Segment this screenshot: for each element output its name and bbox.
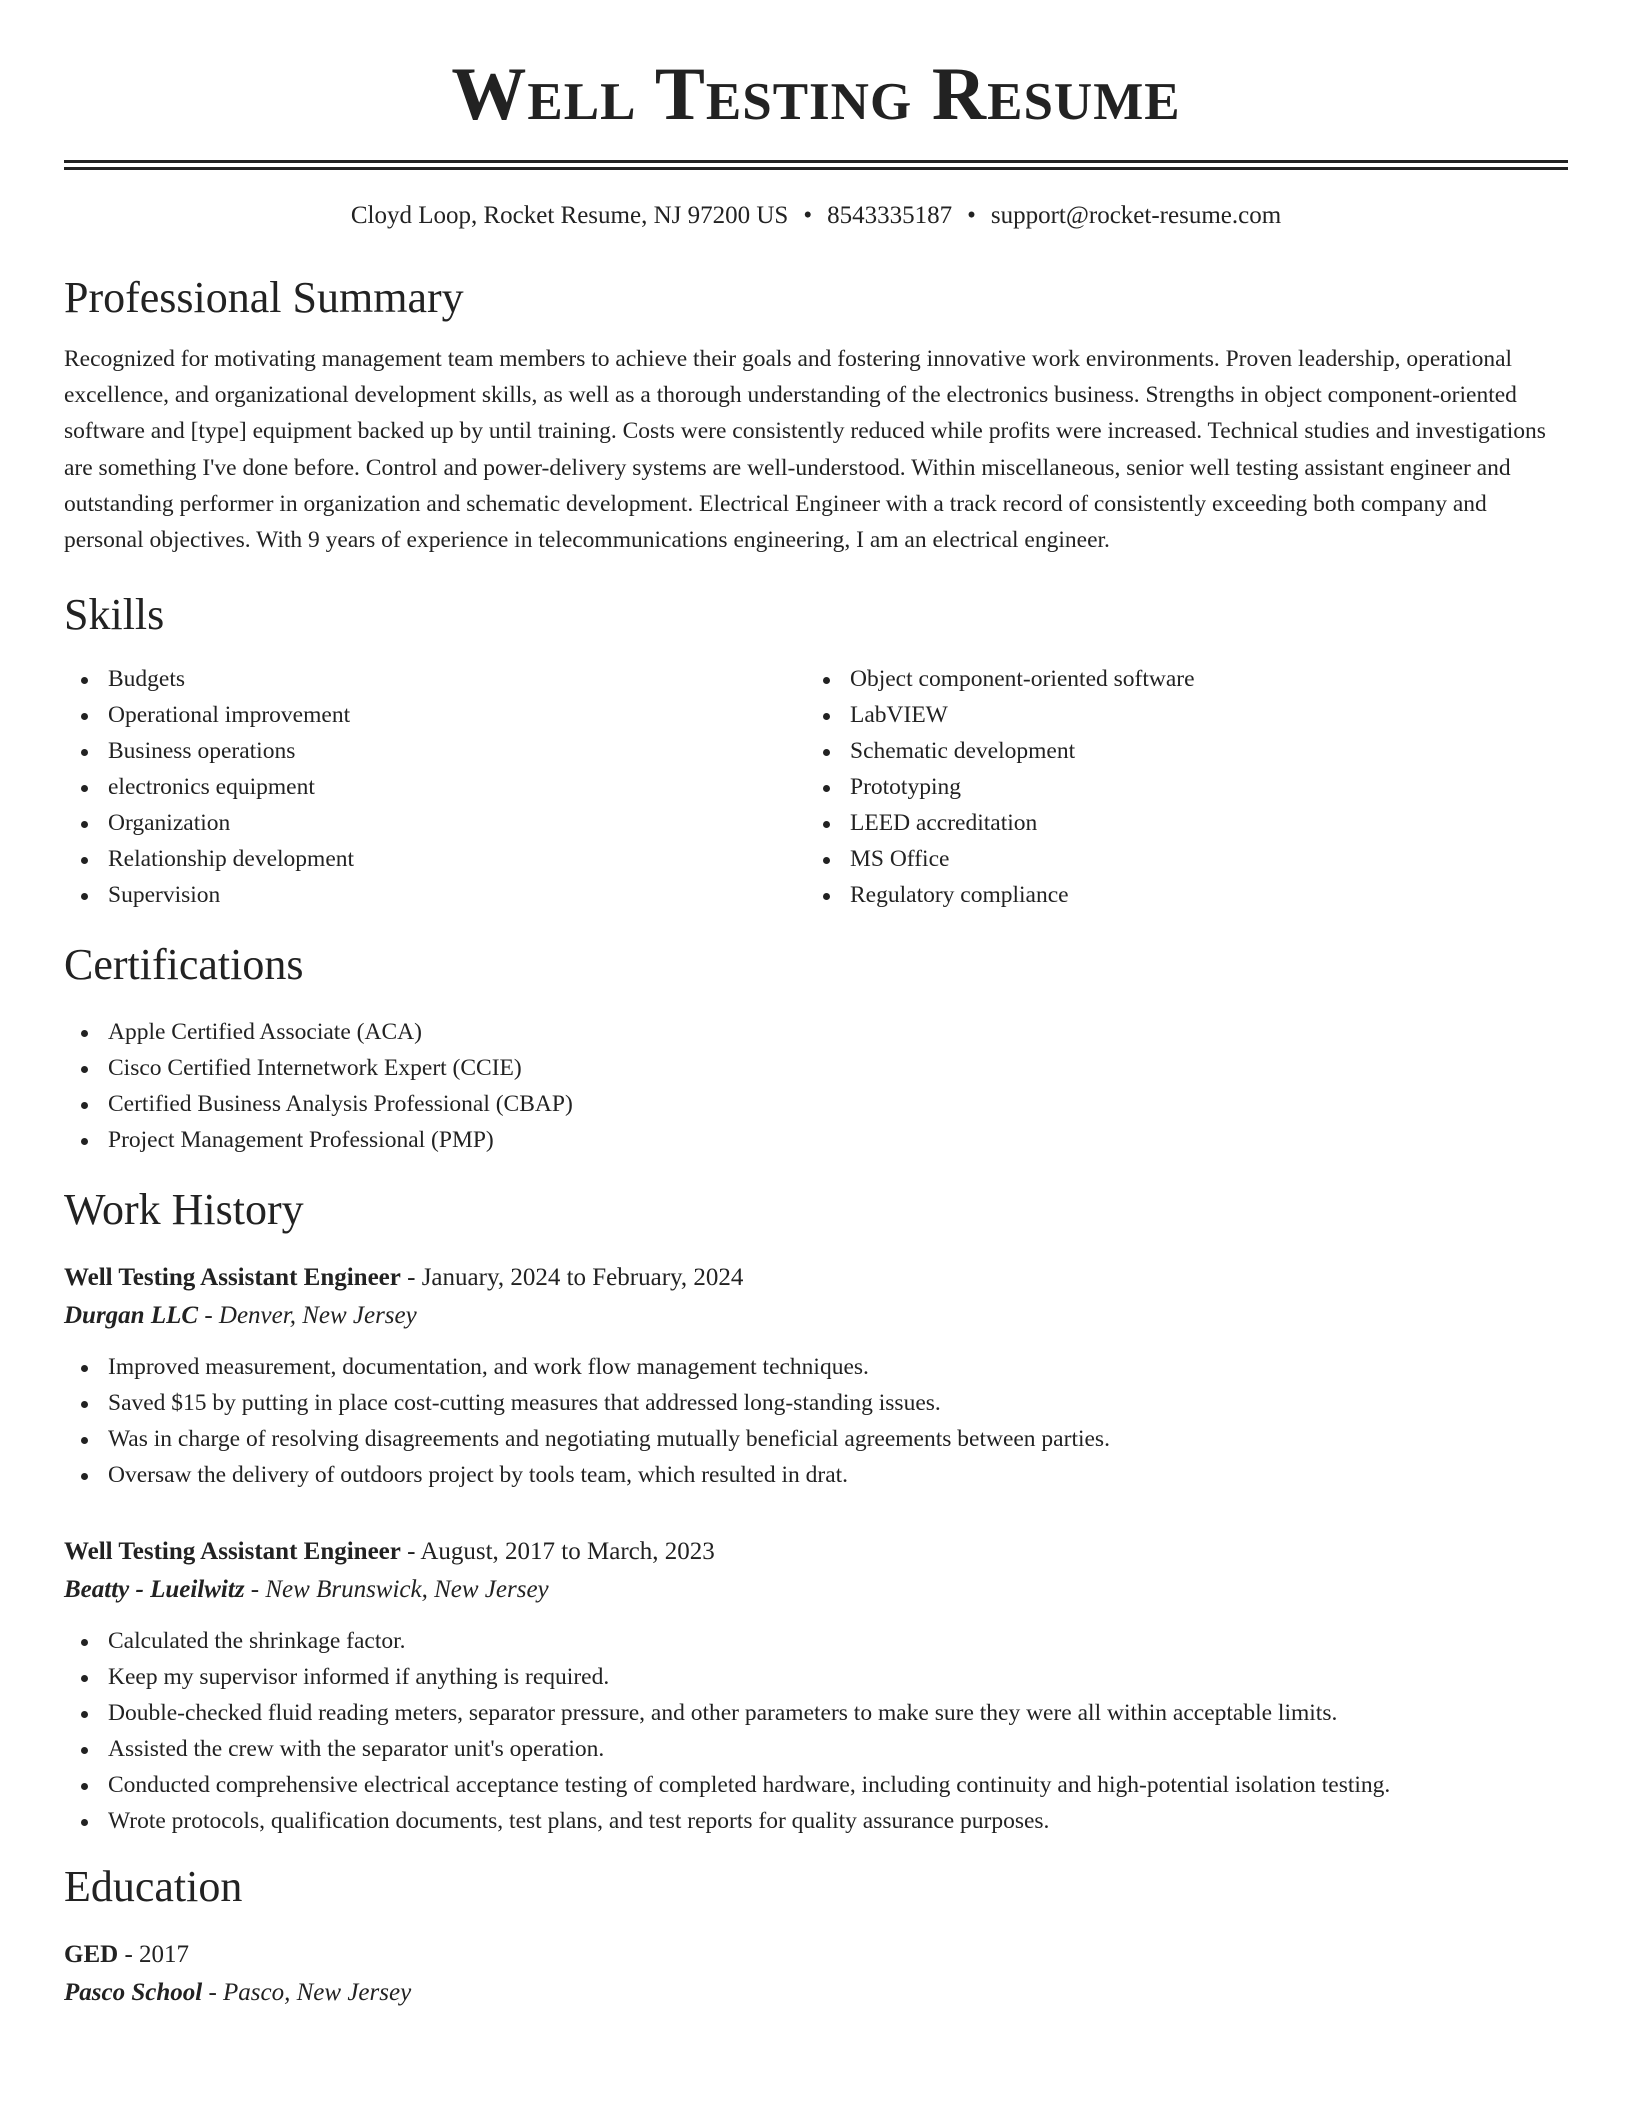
job-company-line	[64, 1571, 1568, 1609]
job-bullet: Conducted comprehensive electrical acceptance testing of completed hardware, including continuity and high-potential isolation testing.	[64, 1767, 1568, 1803]
job-company: Durgan LLC	[64, 1301, 199, 1329]
skills-list-right	[806, 661, 1548, 913]
job-bullet: Saved $15 by putting in place cost-cutting measures that addressed long-standing issues.	[64, 1385, 1568, 1421]
certification-item: Certified Business Analysis Professional (CBAP)	[64, 1086, 1568, 1122]
contact-separator: •	[803, 202, 813, 229]
skill-item: Object component-oriented software	[806, 661, 1548, 697]
job-bullets	[64, 1349, 1568, 1493]
job-company-line	[64, 1297, 1568, 1335]
job-dates: - August, 2017 to March, 2023	[400, 1537, 715, 1565]
work-history-section	[64, 1184, 1568, 1839]
job-bullet: Calculated the shrinkage factor.	[64, 1623, 1568, 1659]
job-company: Beatty - Lueilwitz	[64, 1575, 245, 1603]
education-degree: GED	[64, 1940, 119, 1968]
certification-item: Apple Certified Associate (ACA)	[64, 1014, 1568, 1050]
skills-grid	[64, 661, 1568, 913]
job-bullet: Improved measurement, documentation, and work flow management techniques.	[64, 1349, 1568, 1385]
skills-list-left	[64, 661, 806, 913]
skill-item: Organization	[64, 805, 806, 841]
job-bullets	[64, 1623, 1568, 1839]
section-heading-certifications: Certifications	[64, 940, 304, 990]
job-bullet: Wrote protocols, qualification documents, test plans, and test reports for quality assurance purposes.	[64, 1803, 1568, 1839]
job-location: - Denver, New Jersey	[198, 1301, 417, 1329]
job-bullet: Keep my supervisor informed if anything is required.	[64, 1659, 1568, 1695]
job-bullet: Was in charge of resolving disagreements and negotiating mutually beneficial agreements between parties.	[64, 1421, 1568, 1457]
job-dates: - January, 2024 to February, 2024	[400, 1263, 744, 1291]
skill-item: electronics equipment	[64, 769, 806, 805]
education-degree-line	[64, 1936, 1568, 1974]
skill-item: Supervision	[64, 877, 806, 913]
job-bullet: Double-checked fluid reading meters, separator pressure, and other parameters to make sure they were all within acceptable limits.	[64, 1695, 1568, 1731]
certification-item: Cisco Certified Internetwork Expert (CCIE)	[64, 1050, 1568, 1086]
summary-paragraph: Recognized for motivating management team members to achieve their goals and fostering innovative work environments. Proven leadership, operational excellence, and organizational development skills, as well as a thorough understanding of the electronics business. Strengths in object component-oriented software and [type] equipment backed up by until training. Costs were consistently reduced while profits were increased. Technical studies and investigations are something I've done before. Control and power-delivery systems are well-understood. Within miscellaneous, senior well testing assistant engineer and outstanding performer in organization and schematic development. Electrical Engineer with a track record of consistently exceeding both company and personal objectives. With 9 years of experience in telecommunications engineering, I am an electrical engineer.	[64, 345, 1546, 554]
contact-line	[64, 202, 1568, 230]
skills-section	[64, 589, 1568, 914]
job-title-line	[64, 1259, 1568, 1297]
skill-item: LabVIEW	[806, 697, 1548, 733]
contact-email: support@rocket-resume.com	[990, 202, 1282, 229]
skill-item: MS Office	[806, 841, 1548, 877]
contact-separator: •	[967, 202, 976, 229]
job-title-line	[64, 1533, 1568, 1571]
job-location: - New Brunswick, New Jersey	[244, 1575, 549, 1603]
job-bullet: Oversaw the delivery of outdoors project by tools team, which resulted in drat.	[64, 1457, 1568, 1493]
education-entry	[64, 1936, 1568, 2012]
skill-item: Prototyping	[806, 769, 1548, 805]
job-bullet: Assisted the crew with the separator unit's operation.	[64, 1731, 1568, 1767]
section-heading-work-history: Work History	[64, 1185, 304, 1235]
skills-column-right	[806, 661, 1548, 913]
job-title: Well Testing Assistant Engineer	[64, 1263, 401, 1291]
job-entry	[64, 1533, 1568, 1839]
certifications-list	[64, 1014, 1568, 1158]
contact-address: Cloyd Loop, Rocket Resume, NJ 97200 US	[350, 202, 789, 229]
skill-item: Schematic development	[806, 733, 1548, 769]
professional-summary-section	[64, 272, 1568, 559]
skill-item: Operational improvement	[64, 697, 806, 733]
skills-column-left	[64, 661, 806, 913]
certification-item: Project Management Professional (PMP)	[64, 1122, 1568, 1158]
job-title: Well Testing Assistant Engineer	[64, 1537, 401, 1565]
skill-item: Relationship development	[64, 841, 806, 877]
education-school: Pasco School	[64, 1978, 203, 2006]
certifications-section	[64, 939, 1568, 1158]
skill-item: Regulatory compliance	[806, 877, 1548, 913]
skill-item: LEED accreditation	[806, 805, 1548, 841]
skill-item: Business operations	[64, 733, 806, 769]
resume-title: Well Testing Resume	[451, 53, 1181, 136]
education-location: - Pasco, New Jersey	[202, 1978, 412, 2006]
skill-item: Budgets	[64, 661, 806, 697]
education-year: - 2017	[118, 1940, 190, 1968]
education-section	[64, 1861, 1568, 2012]
contact-phone: 8543335187	[827, 202, 953, 229]
education-school-line	[64, 1974, 1568, 2012]
job-entry	[64, 1259, 1568, 1493]
section-heading-skills: Skills	[64, 589, 165, 639]
section-heading-education: Education	[64, 1861, 243, 1911]
title-double-rule	[64, 160, 1568, 170]
section-heading-summary: Professional Summary	[64, 273, 464, 322]
